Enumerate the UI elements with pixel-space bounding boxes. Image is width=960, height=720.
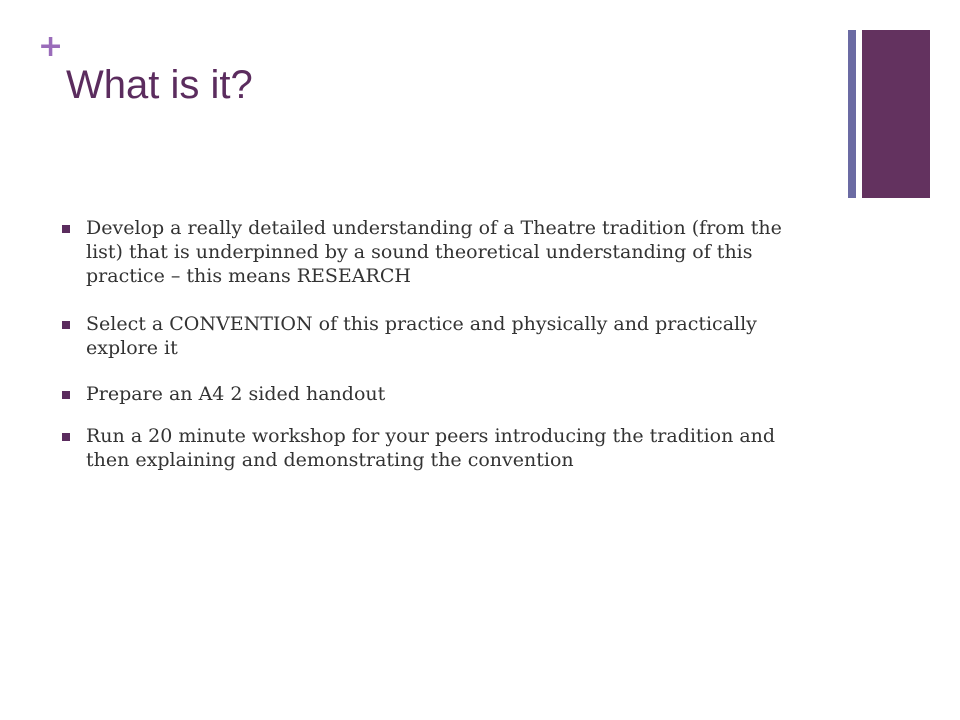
- bullet-text: Prepare an A4 2 sided handout: [86, 383, 386, 405]
- decorative-bar-thick: [862, 30, 930, 198]
- square-bullet-icon: [62, 225, 70, 233]
- square-bullet-icon: [62, 433, 70, 441]
- bullet-item: [62, 312, 822, 360]
- bullet-item: [62, 382, 822, 406]
- bullet-item: [62, 216, 822, 288]
- decorative-bar-thin: [848, 30, 856, 198]
- plus-mark: +: [38, 29, 64, 64]
- bullet-text: Develop a really detailed understanding of a Theatre tradition (from the list) that is underpinned by a sound theoretical understanding of this practice – this means RESEARCH: [86, 217, 782, 287]
- bullet-text: Select a CONVENTION of this practice and physically and practically explore it: [86, 313, 757, 359]
- bullet-item: [62, 424, 822, 472]
- square-bullet-icon: [62, 391, 70, 399]
- bullet-text: Run a 20 minute workshop for your peers introducing the tradition and then explaining and demonstrating the convention: [86, 425, 776, 471]
- square-bullet-icon: [62, 321, 70, 329]
- slide-title: What is it?: [66, 63, 253, 107]
- bullet-list: [62, 216, 822, 494]
